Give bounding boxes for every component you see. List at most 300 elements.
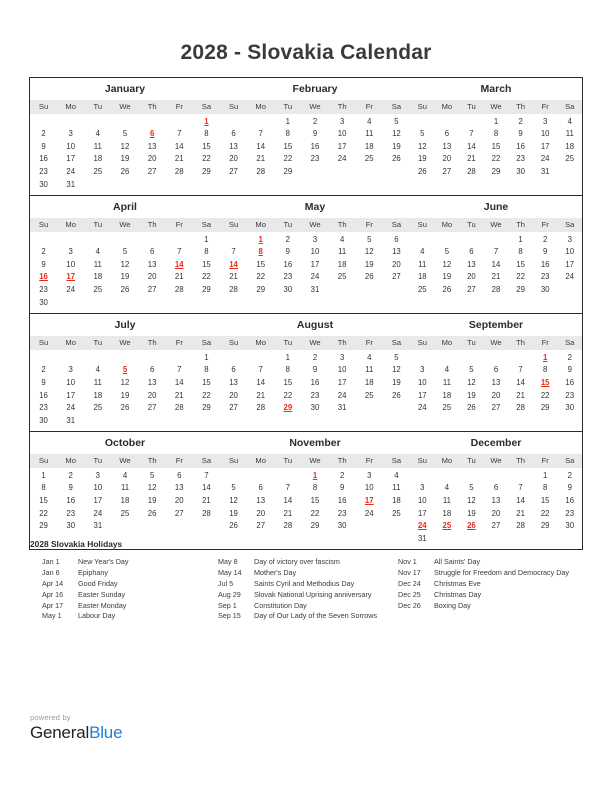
day-cell[interactable]: 4 [444,365,450,375]
day-cell[interactable]: 25 [364,154,374,164]
day-cell[interactable]: 6 [258,483,263,493]
day-cell[interactable]: 25 [337,272,347,282]
day-cell[interactable]: 31 [310,285,320,295]
day-cell[interactable]: 4 [567,116,572,126]
day-cell[interactable]: 3 [68,365,73,375]
day-cell[interactable]: 5 [231,483,236,493]
day-cell[interactable]: 17 [417,390,427,400]
day-cell[interactable]: 20 [229,154,238,164]
day-cell[interactable]: 6 [493,365,499,375]
day-cell[interactable]: 11 [442,496,451,506]
day-cell[interactable]: 23 [516,154,525,164]
day-cell[interactable]: 21 [229,272,238,282]
day-cell[interactable]: 14 [174,377,184,387]
day-cell[interactable]: 24 [417,403,427,413]
day-cell[interactable]: 16 [66,496,76,506]
day-cell[interactable]: 26 [120,166,130,176]
day-cell[interactable]: 26 [392,390,401,400]
day-cell[interactable]: 18 [93,390,103,400]
day-cell[interactable]: 25 [565,154,575,164]
day-cell[interactable]: 9 [312,129,318,139]
day-cell[interactable]: 18 [417,272,427,282]
day-cell[interactable]: 27 [256,521,266,531]
day-cell[interactable]: 13 [147,377,157,387]
day-cell[interactable]: 11 [120,483,130,493]
day-cell[interactable]: 2 [41,247,46,257]
day-cell[interactable]: 3 [567,234,572,244]
day-cell[interactable]: 1 [312,470,318,480]
day-cell[interactable]: 30 [310,403,320,413]
day-cell[interactable]: 26 [364,272,374,282]
day-cell[interactable]: 27 [147,166,157,176]
day-cell[interactable]: 1 [285,116,291,126]
day-cell[interactable]: 7 [285,483,291,493]
day-cell[interactable]: 24 [66,285,76,295]
day-cell[interactable]: 11 [338,247,347,257]
day-cell[interactable]: 5 [122,129,128,139]
day-cell[interactable]: 30 [39,297,48,307]
day-cell[interactable]: 29 [256,285,266,295]
day-cell[interactable]: 3 [68,129,73,139]
day-cell[interactable]: 2 [41,365,46,375]
day-cell[interactable]: 30 [516,166,525,176]
day-cell[interactable]: 9 [68,483,73,493]
day-cell[interactable]: 24 [93,508,103,518]
day-cell[interactable]: 5 [394,116,399,126]
day-cell[interactable]: 8 [204,129,209,139]
day-cell[interactable]: 9 [567,365,572,375]
day-cell[interactable]: 14 [229,259,238,269]
day-cell[interactable]: 8 [493,129,499,139]
day-cell[interactable]: 31 [66,415,76,425]
day-cell[interactable]: 30 [39,179,48,189]
day-cell[interactable]: 13 [491,496,501,506]
day-cell[interactable]: 24 [364,508,374,518]
day-cell[interactable]: 16 [39,390,48,400]
day-cell[interactable]: 15 [256,259,266,269]
day-cell[interactable]: 17 [66,390,76,400]
day-cell[interactable]: 24 [66,166,76,176]
day-cell[interactable]: 3 [543,116,548,126]
day-cell[interactable]: 20 [442,154,452,164]
day-cell[interactable]: 7 [204,470,209,480]
day-cell[interactable]: 2 [68,470,73,480]
day-cell[interactable]: 29 [283,403,293,413]
day-cell[interactable]: 24 [310,272,320,282]
day-cell[interactable]: 17 [540,141,550,151]
day-cell[interactable]: 2 [339,470,345,480]
day-cell[interactable]: 20 [174,496,184,506]
day-cell[interactable]: 8 [312,483,318,493]
day-cell[interactable]: 8 [41,483,46,493]
day-cell[interactable]: 23 [337,508,347,518]
day-cell[interactable]: 2 [285,234,291,244]
day-cell[interactable]: 3 [367,470,372,480]
day-cell[interactable]: 20 [491,508,501,518]
day-cell[interactable]: 12 [392,129,401,139]
day-cell[interactable]: 6 [231,365,236,375]
day-cell[interactable]: 20 [229,390,238,400]
day-cell[interactable]: 19 [120,272,130,282]
day-cell[interactable]: 20 [491,390,501,400]
day-cell[interactable]: 27 [147,403,157,413]
day-cell[interactable]: 21 [174,272,184,282]
day-cell[interactable]: 13 [392,247,401,257]
day-cell[interactable]: 15 [516,259,525,269]
day-cell[interactable]: 13 [229,377,238,387]
day-cell[interactable]: 23 [66,508,76,518]
day-cell[interactable]: 20 [147,154,157,164]
day-cell[interactable]: 24 [565,272,575,282]
day-cell[interactable]: 26 [417,166,427,176]
day-cell[interactable]: 27 [229,403,238,413]
day-cell[interactable]: 15 [202,259,211,269]
day-cell[interactable]: 23 [283,272,293,282]
day-cell[interactable]: 6 [149,247,155,257]
day-cell[interactable]: 8 [285,129,291,139]
day-cell[interactable]: 7 [177,247,182,257]
day-cell[interactable]: 28 [256,166,266,176]
day-cell[interactable]: 5 [149,470,155,480]
day-cell[interactable]: 1 [41,470,46,480]
day-cell[interactable]: 5 [469,365,474,375]
day-cell[interactable]: 26 [392,154,401,164]
day-cell[interactable]: 30 [39,415,48,425]
day-cell[interactable]: 24 [337,390,347,400]
day-cell[interactable]: 19 [147,496,157,506]
day-cell[interactable]: 24 [540,154,550,164]
day-cell[interactable]: 2 [543,234,548,244]
day-cell[interactable]: 27 [229,166,238,176]
day-cell[interactable]: 17 [66,272,76,282]
day-cell[interactable]: 21 [256,154,266,164]
day-cell[interactable]: 18 [93,154,103,164]
day-cell[interactable]: 22 [491,154,501,164]
day-cell[interactable]: 22 [202,390,211,400]
day-cell[interactable]: 12 [392,365,401,375]
day-cell[interactable]: 14 [491,259,501,269]
day-cell[interactable]: 25 [392,508,401,518]
day-cell[interactable]: 4 [95,129,101,139]
day-cell[interactable]: 4 [95,365,101,375]
day-cell[interactable]: 30 [66,521,76,531]
day-cell[interactable]: 6 [231,129,236,139]
day-cell[interactable]: 14 [516,377,525,387]
day-cell[interactable]: 10 [66,141,76,151]
day-cell[interactable]: 12 [120,377,130,387]
day-cell[interactable]: 28 [516,403,525,413]
day-cell[interactable]: 23 [39,403,48,413]
day-cell[interactable]: 11 [565,129,574,139]
day-cell[interactable]: 9 [285,247,291,257]
day-cell[interactable]: 10 [66,259,76,269]
day-cell[interactable]: 7 [518,483,523,493]
day-cell[interactable]: 7 [493,247,499,257]
day-cell[interactable]: 29 [202,166,211,176]
day-cell[interactable]: 23 [565,508,575,518]
day-cell[interactable]: 5 [420,129,425,139]
day-cell[interactable]: 19 [467,390,476,400]
day-cell[interactable]: 19 [392,377,401,387]
day-cell[interactable]: 4 [367,352,372,362]
day-cell[interactable]: 22 [256,272,266,282]
day-cell[interactable]: 28 [256,403,266,413]
day-cell[interactable]: 7 [518,365,523,375]
day-cell[interactable]: 14 [516,496,525,506]
day-cell[interactable]: 24 [66,403,76,413]
day-cell[interactable]: 5 [444,247,450,257]
day-cell[interactable]: 11 [442,377,451,387]
day-cell[interactable]: 14 [174,141,184,151]
day-cell[interactable]: 10 [364,483,374,493]
day-cell[interactable]: 29 [283,166,293,176]
day-cell[interactable]: 21 [174,154,184,164]
day-cell[interactable]: 22 [283,154,293,164]
day-cell[interactable]: 4 [394,470,399,480]
day-cell[interactable]: 7 [469,129,474,139]
day-cell[interactable]: 16 [565,377,575,387]
day-cell[interactable]: 31 [540,166,550,176]
day-cell[interactable]: 29 [540,403,550,413]
day-cell[interactable]: 1 [518,234,523,244]
day-cell[interactable]: 27 [467,285,476,295]
day-cell[interactable]: 1 [258,234,263,244]
day-cell[interactable]: 16 [565,496,575,506]
day-cell[interactable]: 15 [202,377,211,387]
day-cell[interactable]: 30 [565,403,575,413]
day-cell[interactable]: 27 [392,272,401,282]
day-cell[interactable]: 11 [93,259,102,269]
day-cell[interactable]: 4 [122,470,128,480]
day-cell[interactable]: 21 [256,390,266,400]
day-cell[interactable]: 25 [442,521,452,531]
day-cell[interactable]: 2 [567,352,572,362]
day-cell[interactable]: 3 [95,470,101,480]
day-cell[interactable]: 14 [202,483,211,493]
day-cell[interactable]: 26 [229,521,238,531]
day-cell[interactable]: 22 [310,508,320,518]
day-cell[interactable]: 31 [66,179,76,189]
day-cell[interactable]: 9 [339,483,345,493]
day-cell[interactable]: 1 [493,116,499,126]
day-cell[interactable]: 18 [120,496,130,506]
day-cell[interactable]: 13 [256,496,266,506]
day-cell[interactable]: 25 [120,508,130,518]
day-cell[interactable]: 12 [467,496,476,506]
day-cell[interactable]: 12 [229,496,238,506]
day-cell[interactable]: 9 [312,365,318,375]
day-cell[interactable]: 14 [256,377,266,387]
day-cell[interactable]: 7 [231,247,236,257]
day-cell[interactable]: 6 [394,234,399,244]
day-cell[interactable]: 29 [491,166,501,176]
day-cell[interactable]: 1 [285,352,291,362]
day-cell[interactable]: 29 [310,521,320,531]
day-cell[interactable]: 22 [39,508,48,518]
day-cell[interactable]: 28 [467,166,476,176]
day-cell[interactable]: 29 [540,521,550,531]
day-cell[interactable]: 17 [364,496,374,506]
day-cell[interactable]: 19 [392,141,401,151]
day-cell[interactable]: 17 [337,141,347,151]
day-cell[interactable]: 4 [367,116,372,126]
day-cell[interactable]: 5 [122,365,128,375]
day-cell[interactable]: 19 [467,508,476,518]
day-cell[interactable]: 8 [204,365,209,375]
day-cell[interactable]: 1 [204,116,209,126]
day-cell[interactable]: 18 [93,272,103,282]
day-cell[interactable]: 31 [417,533,427,543]
day-cell[interactable]: 1 [204,352,209,362]
day-cell[interactable]: 13 [147,259,157,269]
day-cell[interactable]: 23 [310,154,320,164]
day-cell[interactable]: 7 [177,365,182,375]
day-cell[interactable]: 9 [41,259,46,269]
day-cell[interactable]: 15 [202,141,211,151]
day-cell[interactable]: 9 [518,129,523,139]
day-cell[interactable]: 10 [337,129,347,139]
day-cell[interactable]: 15 [540,496,550,506]
day-cell[interactable]: 18 [442,390,452,400]
day-cell[interactable]: 18 [442,508,452,518]
day-cell[interactable]: 5 [367,234,372,244]
day-cell[interactable]: 17 [417,508,427,518]
day-cell[interactable]: 11 [392,483,401,493]
day-cell[interactable]: 21 [283,508,293,518]
day-cell[interactable]: 11 [93,141,102,151]
day-cell[interactable]: 27 [491,403,501,413]
generalblue-logo[interactable] [30,723,122,743]
day-cell[interactable]: 28 [516,521,525,531]
day-cell[interactable]: 19 [120,390,130,400]
day-cell[interactable]: 27 [491,521,501,531]
day-cell[interactable]: 6 [469,247,474,257]
day-cell[interactable]: 12 [417,141,427,151]
day-cell[interactable]: 25 [93,403,103,413]
day-cell[interactable]: 28 [491,285,501,295]
day-cell[interactable]: 8 [258,247,263,257]
day-cell[interactable]: 28 [174,166,184,176]
day-cell[interactable]: 16 [337,496,347,506]
day-cell[interactable]: 18 [392,496,401,506]
day-cell[interactable]: 18 [364,377,374,387]
day-cell[interactable]: 27 [147,285,157,295]
day-cell[interactable]: 2 [41,129,46,139]
day-cell[interactable]: 14 [174,259,184,269]
day-cell[interactable]: 22 [283,390,293,400]
day-cell[interactable]: 16 [516,141,525,151]
day-cell[interactable]: 14 [256,141,266,151]
day-cell[interactable]: 10 [417,496,427,506]
day-cell[interactable]: 17 [310,259,320,269]
day-cell[interactable]: 25 [364,390,374,400]
day-cell[interactable]: 25 [93,285,103,295]
day-cell[interactable]: 26 [120,403,130,413]
day-cell[interactable]: 6 [493,483,499,493]
day-cell[interactable]: 6 [444,129,450,139]
day-cell[interactable]: 25 [417,285,427,295]
day-cell[interactable]: 28 [174,285,184,295]
day-cell[interactable]: 15 [491,141,501,151]
day-cell[interactable]: 1 [204,234,209,244]
day-cell[interactable]: 10 [93,483,103,493]
day-cell[interactable]: 22 [202,272,211,282]
day-cell[interactable]: 30 [283,285,293,295]
day-cell[interactable]: 23 [565,390,575,400]
day-cell[interactable]: 20 [392,259,401,269]
day-cell[interactable]: 16 [310,377,320,387]
day-cell[interactable]: 27 [174,508,184,518]
day-cell[interactable]: 11 [418,259,427,269]
day-cell[interactable]: 17 [565,259,575,269]
day-cell[interactable]: 8 [518,247,523,257]
day-cell[interactable]: 11 [365,365,374,375]
day-cell[interactable]: 26 [442,285,452,295]
day-cell[interactable]: 3 [339,116,345,126]
day-cell[interactable]: 20 [147,390,157,400]
day-cell[interactable]: 23 [39,166,48,176]
day-cell[interactable]: 14 [467,141,476,151]
day-cell[interactable]: 27 [442,166,452,176]
day-cell[interactable]: 24 [417,521,427,531]
day-cell[interactable]: 12 [364,247,374,257]
day-cell[interactable]: 19 [364,259,374,269]
day-cell[interactable]: 2 [567,470,572,480]
day-cell[interactable]: 12 [120,259,130,269]
day-cell[interactable]: 11 [365,129,374,139]
day-cell[interactable]: 14 [283,496,293,506]
day-cell[interactable]: 31 [93,521,103,531]
day-cell[interactable]: 15 [310,496,320,506]
day-cell[interactable]: 25 [442,403,452,413]
day-cell[interactable]: 6 [149,129,155,139]
day-cell[interactable]: 30 [540,285,550,295]
day-cell[interactable]: 13 [174,483,184,493]
day-cell[interactable]: 18 [364,141,374,151]
day-cell[interactable]: 3 [420,483,425,493]
day-cell[interactable]: 28 [229,285,238,295]
day-cell[interactable]: 18 [337,259,347,269]
day-cell[interactable]: 28 [202,508,211,518]
day-cell[interactable]: 9 [41,141,46,151]
day-cell[interactable]: 28 [283,521,293,531]
day-cell[interactable]: 7 [177,129,182,139]
day-cell[interactable]: 18 [565,141,575,151]
day-cell[interactable]: 19 [120,154,130,164]
day-cell[interactable]: 20 [256,508,266,518]
day-cell[interactable]: 26 [467,403,476,413]
day-cell[interactable]: 16 [283,259,293,269]
day-cell[interactable]: 15 [283,141,293,151]
day-cell[interactable]: 23 [310,390,320,400]
day-cell[interactable]: 3 [420,365,425,375]
day-cell[interactable]: 3 [312,234,318,244]
day-cell[interactable]: 2 [312,116,318,126]
day-cell[interactable]: 8 [204,247,209,257]
day-cell[interactable]: 30 [565,521,575,531]
day-cell[interactable]: 17 [93,496,103,506]
day-cell[interactable]: 10 [337,365,347,375]
day-cell[interactable]: 5 [122,247,128,257]
day-cell[interactable]: 20 [147,272,157,282]
day-cell[interactable]: 3 [339,352,345,362]
day-cell[interactable]: 7 [258,129,263,139]
day-cell[interactable]: 5 [469,483,474,493]
day-cell[interactable]: 13 [229,141,238,151]
day-cell[interactable]: 23 [39,285,48,295]
day-cell[interactable]: 13 [442,141,452,151]
day-cell[interactable]: 8 [543,483,548,493]
